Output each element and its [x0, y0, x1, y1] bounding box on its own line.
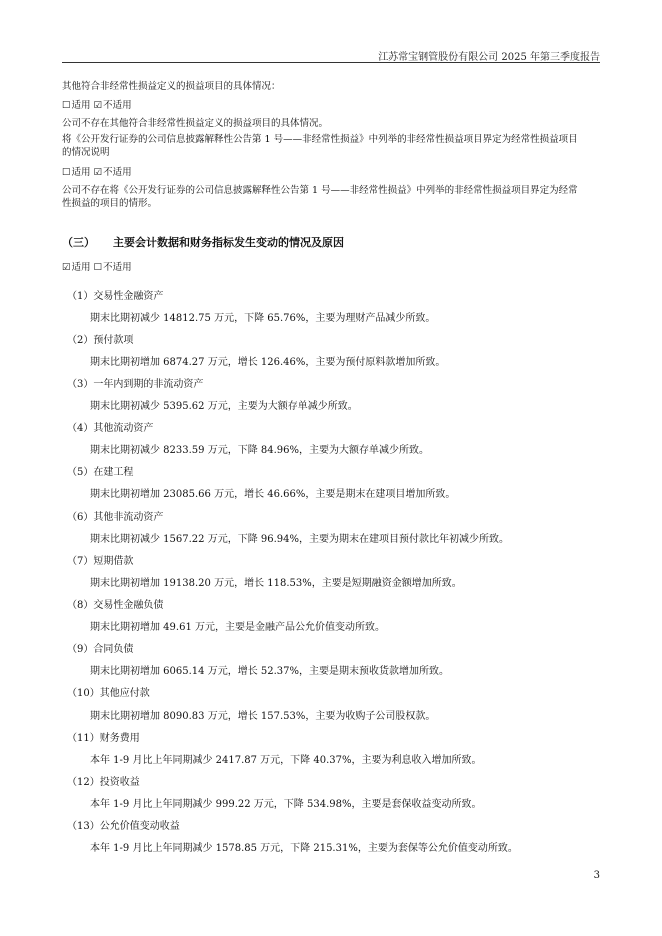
applicable-checkbox-row-a — [62, 99, 132, 112]
item-title: （13）公允价值变动收益 — [67, 821, 180, 832]
item-body: 期末比期初增加 8090.83 万元，增长 157.53%，主要为收购子公司股权款。 — [90, 711, 436, 722]
section-title: 主要会计数据和财务指标发生变动的情况及原因 — [113, 236, 344, 249]
item-title: （7）短期借款 — [67, 556, 134, 567]
unchecked-box-icon: ☐ — [93, 262, 103, 273]
section-applicable-row — [62, 261, 132, 274]
item-body: 期末比期初减少 1567.22 万元，下降 96.94%，主要为期末在建项目预付款比年初减少所致。 — [90, 534, 510, 545]
item-body: 期末比期初增加 6874.27 万元，增长 126.46%，主要为预付原料款增加所致。 — [90, 357, 446, 368]
intro-line-3: 将《公开发行证券的公司信息披露解释性公告第 1 号——非经常性损益》中列举的非经常性损益项目界定为经常性损益项目的情况说明 — [62, 134, 578, 158]
page-number: 3 — [593, 870, 600, 881]
item-body: 期末比期初增加 49.61 万元，主要是金融产品公允价值变动所致。 — [90, 622, 385, 633]
header-divider — [62, 62, 600, 63]
checked-box-icon: ☑ — [93, 167, 103, 178]
not-applicable-label: 不适用 — [103, 100, 132, 111]
item-title: （5）在建工程 — [67, 467, 134, 478]
intro-line-2: 公司不存在其他符合非经常性损益定义的损益项目的具体情况。 — [62, 118, 329, 129]
item-title: （12）投资收益 — [67, 777, 140, 788]
item-body: 期末比期初减少 8233.59 万元，下降 84.96%，主要为大额存单减少所致。 — [90, 445, 430, 456]
applicable-label: 适用 — [71, 262, 91, 273]
item-body: 本年 1-9 月比上年同期减少 2417.87 万元，下降 40.37%，主要为利息收入增加所致。 — [90, 755, 482, 766]
applicable-checkbox-row-b — [62, 166, 132, 179]
item-body: 本年 1-9 月比上年同期减少 1578.85 万元，下降 215.31%，主要为套保等公允价值变动所致。 — [90, 843, 518, 854]
item-body: 本年 1-9 月比上年同期减少 999.22 万元，下降 534.98%，主要是套保收益变动所致。 — [90, 799, 482, 810]
item-title: （6）其他非流动资产 — [67, 512, 164, 523]
item-title: （1）交易性金融资产 — [67, 291, 164, 302]
item-title: （8）交易性金融负债 — [67, 600, 164, 611]
intro-line-1: 其他符合非经常性损益定义的损益项目的具体情况： — [62, 81, 281, 92]
item-title: （9）合同负债 — [67, 644, 134, 655]
item-body: 期末比期初增加 6065.14 万元，增长 52.37%，主要是期末预收货款增加所致。 — [90, 666, 450, 677]
item-body: 期末比期初增加 19138.20 万元，增长 118.53%，主要是短期融资金额增加所致。 — [90, 578, 462, 589]
unchecked-box-icon: ☐ — [62, 167, 71, 178]
item-body: 期末比期初增加 23085.66 万元，增长 46.66%，主要是期末在建项目增加所致。 — [90, 489, 456, 500]
not-applicable-label: 不适用 — [103, 167, 132, 178]
unchecked-box-icon: ☐ — [62, 100, 71, 111]
not-applicable-label: 不适用 — [103, 262, 132, 273]
intro-line-4: 公司不存在将《公开发行证券的公司信息披露解释性公告第 1 号——非经常性损益》中列举的非经常性损益项目界定为经常性损益的项目的情形。 — [62, 185, 578, 209]
item-title: （3）一年内到期的非流动资产 — [67, 379, 204, 390]
item-body: 期末比期初减少 5395.62 万元，主要为大额存单减少所致。 — [90, 401, 358, 412]
section-heading — [62, 234, 344, 250]
item-title: （2）预付款项 — [67, 335, 134, 346]
page-header: 江苏常宝钢管股份有限公司 2025 年第三季度报告 — [378, 52, 600, 63]
checked-box-icon: ☑ — [93, 100, 103, 111]
checked-box-icon: ☑ — [62, 262, 71, 273]
item-title: （11）财务费用 — [67, 733, 140, 744]
section-number: （三） — [62, 236, 95, 249]
item-title: （10）其他应付款 — [67, 688, 150, 699]
applicable-label: 适用 — [71, 167, 91, 178]
item-body: 期末比期初减少 14812.75 万元，下降 65.76%，主要为理财产品减少所致。 — [90, 313, 436, 324]
item-title: （4）其他流动资产 — [67, 423, 154, 434]
applicable-label: 适用 — [71, 100, 91, 111]
